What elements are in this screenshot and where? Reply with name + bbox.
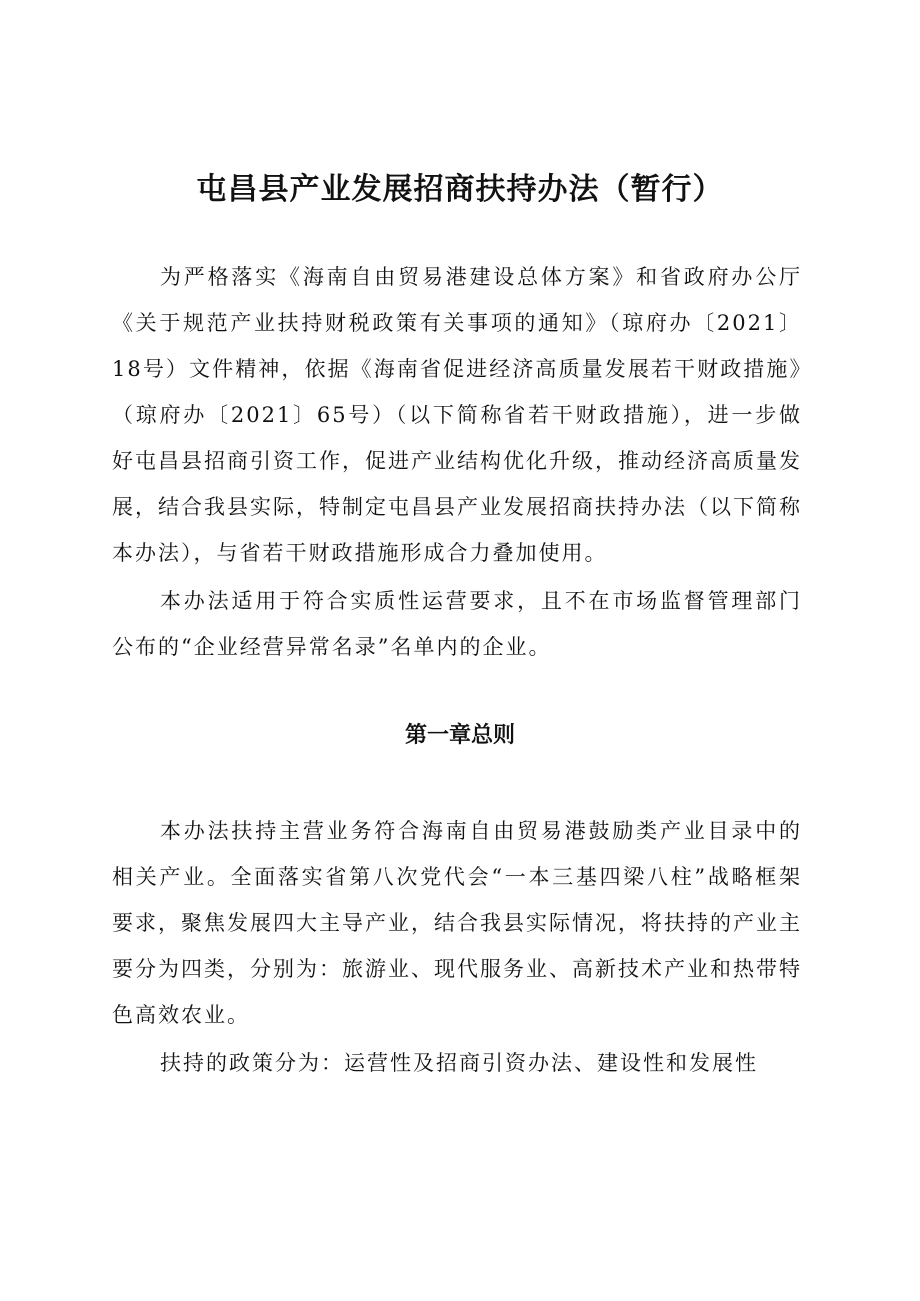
intro-paragraph-1: 为严格落实《海南自由贸易港建设总体方案》和省政府办公厅《关于规范产业扶持财税政策有关事项的通知》（琼府办〔2021〕18号）文件精神，依据《海南省促进经济高质量发展若干财政措施》（琼府办〔2021〕65号）（以下简称省若干财政措施），进一步做好屯昌县招商引资工作，促进产业结构优化升级，推动经济高质量发展，结合我县实际，特制定屯昌县产业发展招商扶持办法（以下简称本办法），与省若干财政措施形成合力叠加使用。 — [112, 265, 802, 565]
chapter-heading: 第一章总则 — [404, 723, 515, 748]
document-title: 屯昌县产业发展招商扶持办法（暂行） — [196, 172, 724, 207]
intro-paragraph-2: 本办法适用于符合实质性运营要求，且不在市场监督管理部门公布的“企业经营异常名录”名单内的企业。 — [112, 589, 802, 659]
chapter-paragraph-1: 本办法扶持主营业务符合海南自由贸易港鼓励类产业目录中的相关产业。全面落实省第八次党代会“一本三基四梁八柱”战略框架要求，聚焦发展四大主导产业，结合我县实际情况，将扶持的产业主要分为四类，分别为：旅游业、现代服务业、高新技术产业和热带特色高效农业。 — [112, 819, 802, 1027]
chapter-paragraph-2: 扶持的政策分为：运营性及招商引资办法、建设性和发展性 — [160, 1051, 758, 1075]
